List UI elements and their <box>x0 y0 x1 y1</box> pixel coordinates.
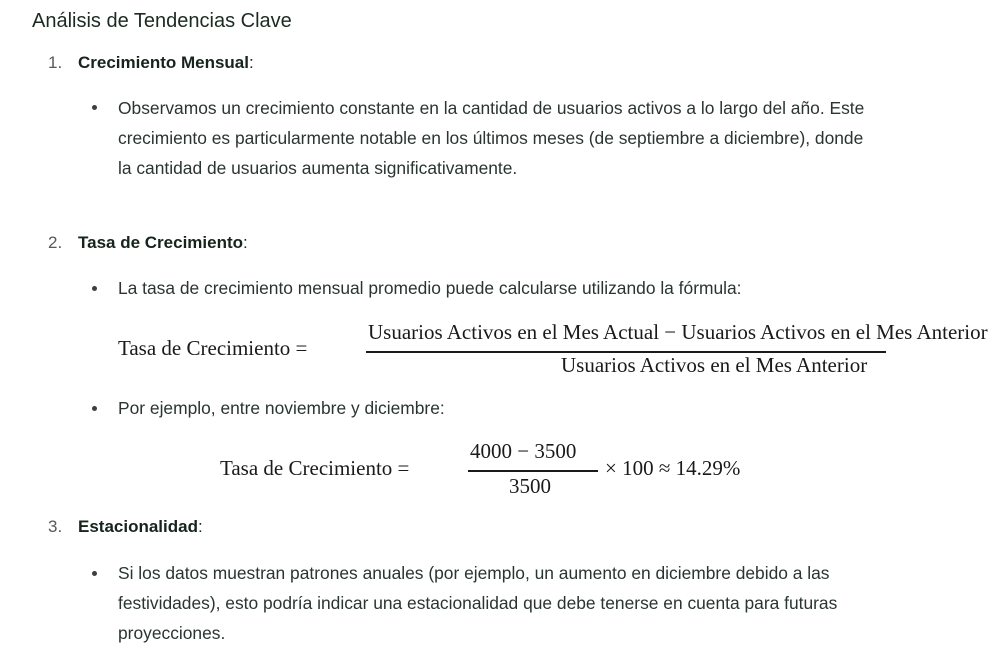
bullet-dot <box>92 406 97 411</box>
list-item-title-3 <box>78 515 203 539</box>
item-title-text: Estacionalidad <box>78 517 198 536</box>
title-colon: : <box>249 53 254 72</box>
growth-rate-formula <box>118 318 988 386</box>
example-result: × 100 ≈ 14.29% <box>605 456 741 480</box>
example-lhs: Tasa de Crecimiento = <box>220 456 410 480</box>
item-title-text: Crecimiento Mensual <box>78 53 249 72</box>
list-item-title-1 <box>78 51 254 75</box>
title-colon: : <box>197 517 203 536</box>
formula-denominator: Usuarios Activos en el Mes Anterior <box>561 353 868 377</box>
bullet-dot <box>92 105 97 110</box>
list-item-title-2 <box>78 231 248 255</box>
section-heading: Análisis de Tendencias Clave <box>32 10 292 32</box>
list-number-3: 3. <box>48 517 63 536</box>
list-number-1: 1. <box>48 53 63 72</box>
formula-numerator: Usuarios Activos en el Mes Actual − Usuarios Activos en el Mes Anterior <box>368 320 988 344</box>
example-numerator: 4000 − 3500 <box>470 439 577 463</box>
example-formula <box>220 436 780 502</box>
fraction-bar <box>468 470 598 472</box>
list-number-2: 2. <box>48 233 63 252</box>
bullet-text-growth: Observamos un crecimiento constante en la cantidad de usuarios activos a lo largo del año. Este crecimiento es particularmente notable en los últimos meses (de septiembre a diciembre), donde la cantidad de usuarios aumenta significativamente. <box>118 98 865 178</box>
title-colon: : <box>243 233 248 252</box>
bullet-text-rate: La tasa de crecimiento mensual promedio puede calcularse utilizando la fórmula: <box>118 278 742 298</box>
item-title-text: Tasa de Crecimiento <box>78 233 244 252</box>
bullet-dot <box>92 286 97 291</box>
bullet-dot <box>92 571 97 576</box>
formula-lhs: Tasa de Crecimiento = <box>118 336 308 360</box>
example-denominator: 3500 <box>509 474 551 498</box>
bullet-text-seasonality: Si los datos muestran patrones anuales (por ejemplo, un aumento en diciembre debido a las festividades), esto podría indicar una estacionalidad que debe tenerse en cuenta para futuras proyecciones. <box>118 563 838 643</box>
bullet-text-example: Por ejemplo, entre noviembre y diciembre: <box>118 398 445 418</box>
